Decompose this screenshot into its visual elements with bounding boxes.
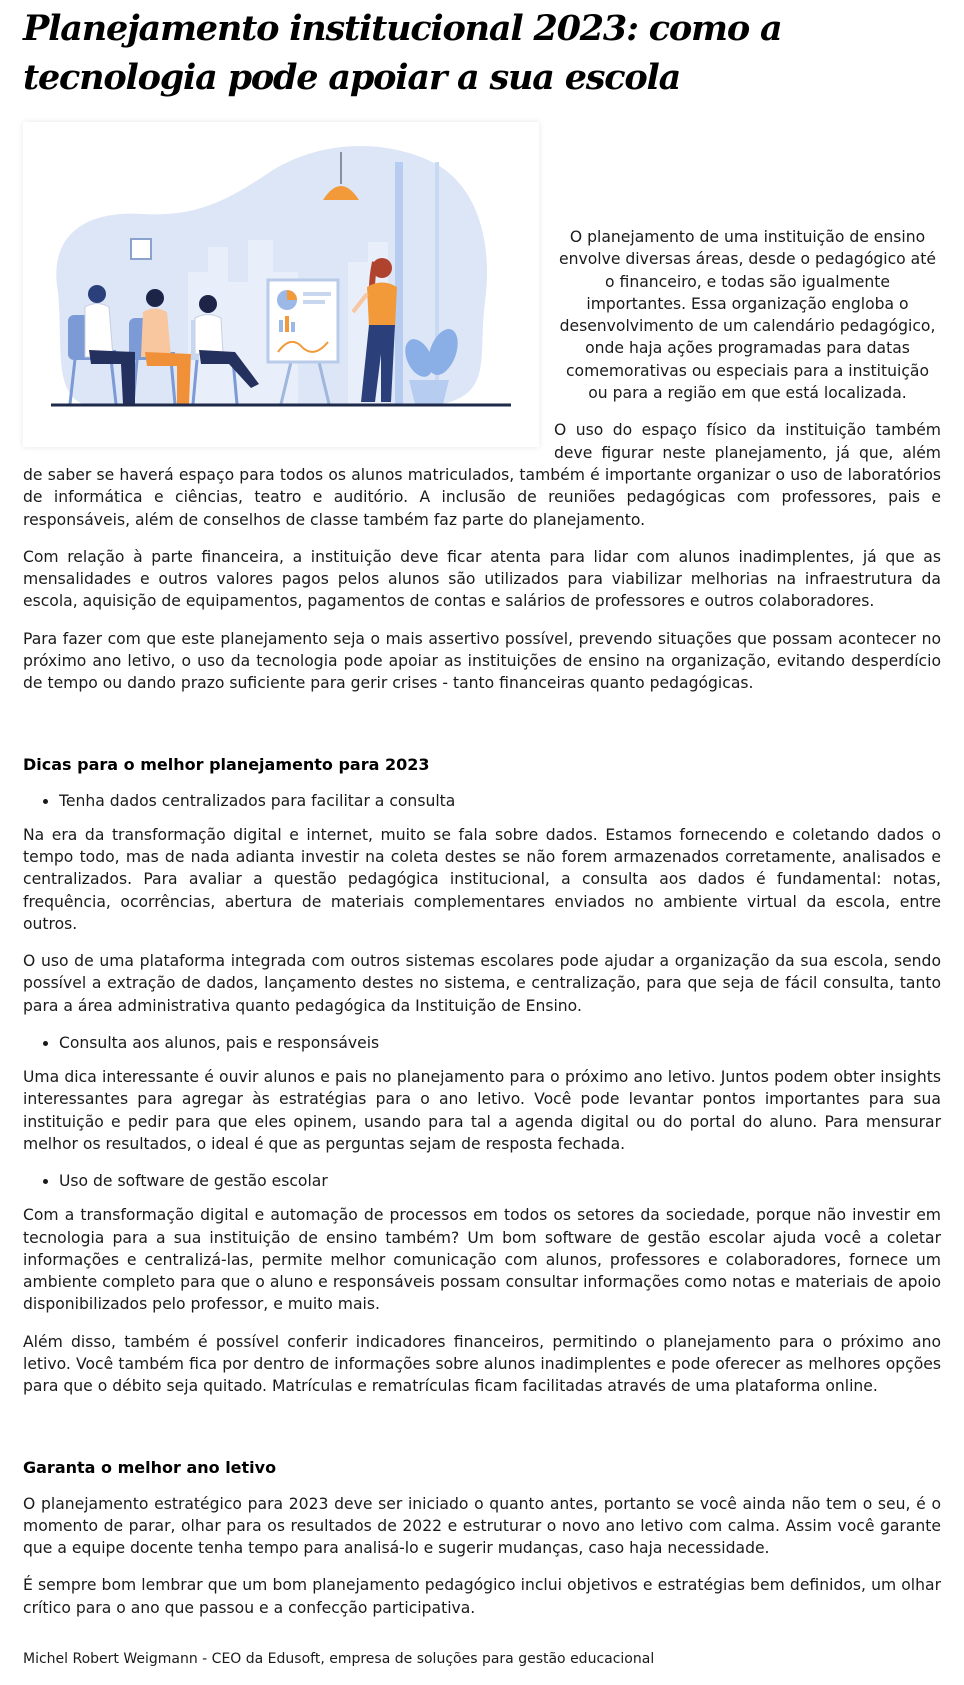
tip-list — [23, 790, 941, 812]
tip-list — [23, 1170, 941, 1192]
paragraph: Uma dica interessante é ouvir alunos e pais no planejamento para o próximo ano letivo. Juntos podem obter insights interessantes para agregar às estratégias para o ano letivo. Você pode levantar pontos importantes para sua instituição e pedir para que eles opinem, usando para tal a agenda digital ou do portal do aluno. Para mensurar melhor os resultados, o ideal é que as perguntas sejam de resposta fechada. — [23, 1068, 941, 1153]
tip-list — [23, 1032, 941, 1054]
intro-paragraph: O uso do espaço físico da instituição também deve figurar neste planejamento, já que, além de saber se haverá espaço para todos os alunos matriculados, também é importante organizar o uso de laboratórios de informática e ciências, teatro e auditório. A inclusão de reuniões pedagógicas com professores, pais e responsáveis, além de conselhos de classe também faz parte do planejamento. — [23, 421, 941, 529]
intro-paragraph: O planejamento de uma instituição de ensino envolve diversas áreas, desde o pedagógico até o financeiro, e todas são igualmente importantes. Essa organização engloba o desenvolvimento de um calendário pedagógico, onde haja ações programadas para datas comemorativas ou especiais para a instituição ou para a região em que está localizada. — [559, 228, 936, 403]
article — [23, 0, 941, 1634]
paragraph: É sempre bom lembrar que um bom planejamento pedagógico inclui objetivos e estratégias bem definidos, um olhar crítico para o ano que passou e a confecção participativa. — [23, 1576, 941, 1617]
paragraph: Com a transformação digital e automação de processos em todos os setores da sociedade, porque não investir em tecnologia para a sua instituição de ensino também? Um bom software de gestão escolar ajuda você a coletar informações e centralizá-las, permite melhor comunicação com alunos, professores e colaboradores, fornece um ambiente completo para que o aluno e responsáveis possam consultar informações como notas e materiais de apoio disponibilizados pelo professor, e muito mais. — [23, 1206, 941, 1314]
paragraph: O planejamento estratégico para 2023 deve ser iniciado o quanto antes, portanto se você ainda não tem o seu, é o momento de parar, olhar para os resultados de 2022 e estruturar o novo ano letivo com calma. Assim você garante que a equipe docente tenha tempo para analisá-lo e sugerir mudanças, caso haja necessidade. — [23, 1494, 941, 1558]
paragraph: Na era da transformação digital e internet, muito se fala sobre dados. Estamos fornecendo e coletando dados o tempo todo, mas de nada adianta investir na coleta destes se não forem armazenados corretamente, analisados e centralizados. Para avaliar a questão pedagógica institucional, a consulta aos dados é fundamental: notas, frequência, ocorrências, abertura de materiais complementares enviados no ambiente virtual da escola, entre outros. — [23, 825, 941, 933]
author-signature: Michel Robert Weigmann - CEO da Edusoft, empresa de soluções para gestão educacional — [23, 1651, 655, 1667]
paragraph: Além disso, também é possível conferir indicadores financeiros, permitindo o planejamento para o próximo ano letivo. Você também fica por dentro de informações sobre alunos inadimplentes e pode oferecer as melhores opções para que o débito seja quitado. Matrículas e rematrículas ficam facilitadas através de uma plataforma online. — [23, 1332, 941, 1396]
paragraph: O uso de uma plataforma integrada com outros sistemas escolares pode ajudar a organização da sua escola, sendo possível a extração de dados, lançamento destes no sistema, e centralização, para que seja de fácil consulta, tanto para a área administrativa quanto pedagógica da Instituição de Ensino. — [23, 952, 941, 1015]
section-heading-tips: Dicas para o melhor planejamento para 2023 — [23, 754, 430, 774]
article-title: Planejamento institucional 2023: como a tecnologia pode apoiar a sua escola — [23, 8, 782, 98]
tip-bullet: • Consulta aos alunos, pais e responsáveis — [59, 1032, 941, 1054]
section-heading-best-year: Garanta o melhor ano letivo — [23, 1457, 277, 1477]
team-meeting-illustration — [23, 122, 539, 447]
tip-bullet: • Uso de software de gestão escolar — [59, 1170, 941, 1192]
tip-bullet: • Tenha dados centralizados para facilitar a consulta — [59, 790, 941, 812]
intro-paragraph: Para fazer com que este planejamento seja o mais assertivo possível, prevendo situações que possam acontecer no próximo ano letivo, o uso da tecnologia pode apoiar as instituições de ensino na organização, evitando desperdício de tempo ou dando prazo suficiente para gerir crises - tanto financeiras quanto pedagógicas. — [23, 629, 941, 693]
intro-paragraph: Com relação à parte financeira, a instituição deve ficar atenta para lidar com alunos inadimplentes, já que as mensalidades e outros valores pagos pelos alunos são utilizados para viabilizar melhorias na infraestrutura da escola, aquisição de equipamentos, pagamentos de contas e salários de professores e outros colaboradores. — [23, 547, 941, 611]
